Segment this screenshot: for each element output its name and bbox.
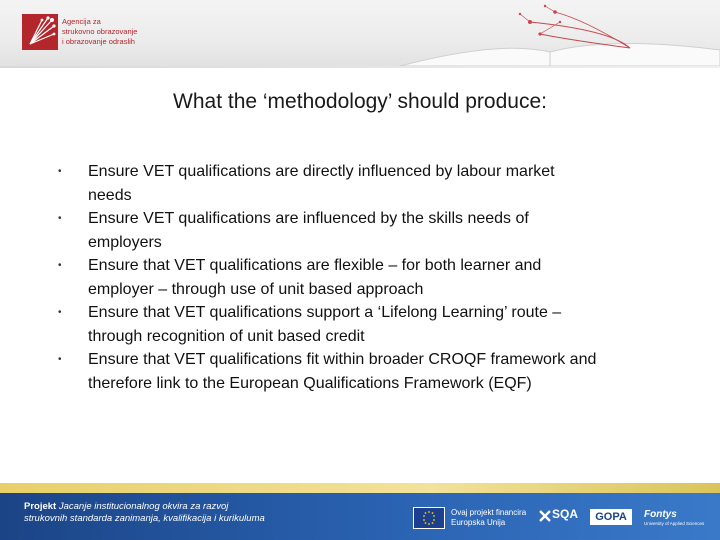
logo-line: Agencija za [62, 17, 101, 26]
agency-logo-icon [22, 14, 58, 50]
sqa-label: SQA [552, 507, 579, 521]
bullet-line: Ensure VET qualifications are influenced by the skills needs of [88, 210, 529, 227]
footer-band [0, 483, 720, 540]
sqa-logo [538, 505, 584, 529]
bullet-marker: • [58, 354, 62, 365]
project-name-line2: strukovnih standarda zanimanja, kvalifikacija i kurikuluma [24, 513, 265, 524]
agency-logo-text [62, 17, 192, 47]
bullet-line: therefore link to the European Qualifications Framework (EQF) [88, 374, 532, 392]
bullet-line: Ensure that VET qualifications support a ‘Lifelong Learning’ route – [88, 304, 562, 321]
fontys-label: Fontys [644, 509, 677, 520]
bullet-list [58, 160, 678, 395]
sqa-cross-icon [538, 509, 552, 523]
eu-funding-text [451, 508, 531, 528]
logo-line: strukovno obrazovanje [62, 27, 138, 36]
bullet-line: Ensure VET qualifications are directly influenced by labour market [88, 163, 555, 180]
project-line [24, 501, 304, 513]
bullet-line: Ensure that VET qualifications are flexible – for both learner and [88, 257, 542, 274]
bullet-marker: • [58, 213, 62, 224]
gopa-logo: GOPA [590, 509, 632, 525]
bullet-line: employers [88, 233, 162, 251]
eu-line: Ovaj projekt financira [451, 508, 527, 517]
footer-stripe [0, 483, 720, 493]
slide-title: What the ‘methodology’ should produce: [173, 90, 547, 113]
bullet-line: employer – through use of unit based approach [88, 280, 424, 298]
bullet-marker: • [58, 307, 62, 318]
logo-line: i obrazovanje odraslih [62, 37, 135, 46]
book-illustration [380, 0, 720, 66]
project-name-line1: Jacanje institucionalnog okvira za razvoj [58, 501, 229, 512]
bullet-line: needs [88, 186, 132, 204]
bullet-marker: • [58, 260, 62, 271]
header-divider [0, 66, 720, 68]
bullet-line: Ensure that VET qualifications fit within broader CROQF framework and [88, 351, 597, 368]
project-prefix: Projekt [24, 501, 57, 512]
eu-line: Europska Unija [451, 518, 506, 527]
fontys-logo [640, 505, 705, 531]
bullet-item [58, 160, 678, 207]
bullet-item [58, 301, 678, 348]
project-title [24, 501, 304, 525]
bullet-line: through recognition of unit based credit [88, 327, 365, 345]
header-band [0, 0, 720, 66]
bullet-marker: • [58, 166, 62, 177]
bullet-item [58, 207, 678, 254]
eu-flag-icon [413, 507, 445, 529]
bullet-item [58, 348, 678, 395]
fontys-subtitle: University of Applied Sciences [644, 521, 705, 526]
bullet-item [58, 254, 678, 301]
